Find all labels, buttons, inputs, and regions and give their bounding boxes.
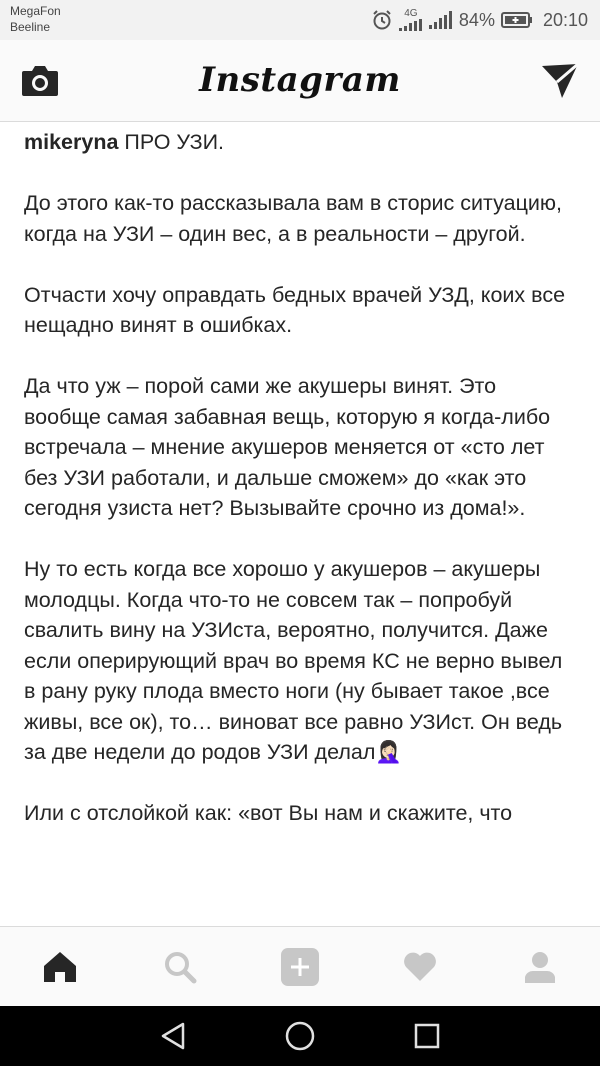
add-post-icon: [280, 947, 320, 987]
system-recents-button[interactable]: [407, 1016, 447, 1056]
battery-percent: 84%: [458, 9, 495, 30]
home-circle-icon: [284, 1020, 316, 1052]
direct-message-button[interactable]: [540, 62, 580, 100]
caption-paragraph: До этого как-то рассказывала вам в сторис ситуацию, когда на УЗИ – один вес, а в реальности – другой.: [24, 191, 562, 246]
carrier-info: [10, 3, 61, 35]
system-back-button[interactable]: [153, 1016, 193, 1056]
status-bar: [0, 0, 600, 40]
caption-paragraph: Отчасти хочу оправдать бедных врачей УЗД, коих все нещадно винят в ошибках.: [24, 282, 566, 337]
signal-icon-2: [429, 11, 453, 29]
app-logo: Instagram: [199, 60, 401, 100]
caption-paragraph: Или с отслойкой как: «вот Вы нам и скажите, что: [24, 801, 513, 825]
nav-search[interactable]: [150, 937, 210, 997]
post-username[interactable]: mikeryna: [24, 130, 119, 154]
profile-icon: [523, 950, 557, 984]
top-app-bar: [0, 40, 600, 122]
alarm-icon: [371, 9, 393, 31]
post-caption: [0, 127, 600, 829]
system-navigation-bar: [0, 1006, 600, 1066]
caption-paragraph: Ну то есть когда все хорошо у акушеров – акушеры молодцы. Когда что-то не совсем так – попробуй свалить вину на УЗИста, вероятно, получится. Даже если оперирующий врач во время КС не верно вывел в рану руку плода вместо ноги (ну бывает такое ,все живы, все ок), то… виноват все равно УЗИст. Он ведь за две недели до родов УЗИ делал🤦🏻‍♀️: [24, 557, 563, 764]
carrier-2: Beeline: [10, 20, 51, 34]
status-icons: [371, 7, 588, 33]
carrier-1: MegaFon: [10, 4, 61, 18]
caption-header: [24, 127, 576, 158]
home-icon: [42, 950, 78, 984]
clock: 20:10: [542, 9, 588, 30]
network-type: 4G: [399, 9, 423, 31]
battery-icon: [501, 12, 533, 28]
recents-icon: [413, 1022, 441, 1050]
signal-icon-1: [399, 19, 423, 31]
caption-lead: ПРО УЗИ.: [118, 130, 225, 154]
search-icon: [163, 950, 197, 984]
direct-message-icon: [540, 62, 580, 100]
nav-activity[interactable]: [390, 937, 450, 997]
nav-profile[interactable]: [510, 937, 570, 997]
nav-add-post[interactable]: [270, 937, 330, 997]
nav-home[interactable]: [30, 937, 90, 997]
back-icon: [159, 1021, 187, 1051]
post-caption-area: [0, 123, 600, 926]
bottom-navigation: [0, 926, 600, 1006]
caption-paragraph: Да что уж – порой сами же акушеры винят. Это вообще самая забавная вещь, которую я когда-либо встречала – мнение акушеров меняется от «сто лет без УЗИ работали, и дальше сможем» до «как это сегодня узиста нет? Вызывайте срочно из дома!».: [24, 374, 551, 520]
activity-heart-icon: [402, 951, 438, 983]
system-home-button[interactable]: [280, 1016, 320, 1056]
